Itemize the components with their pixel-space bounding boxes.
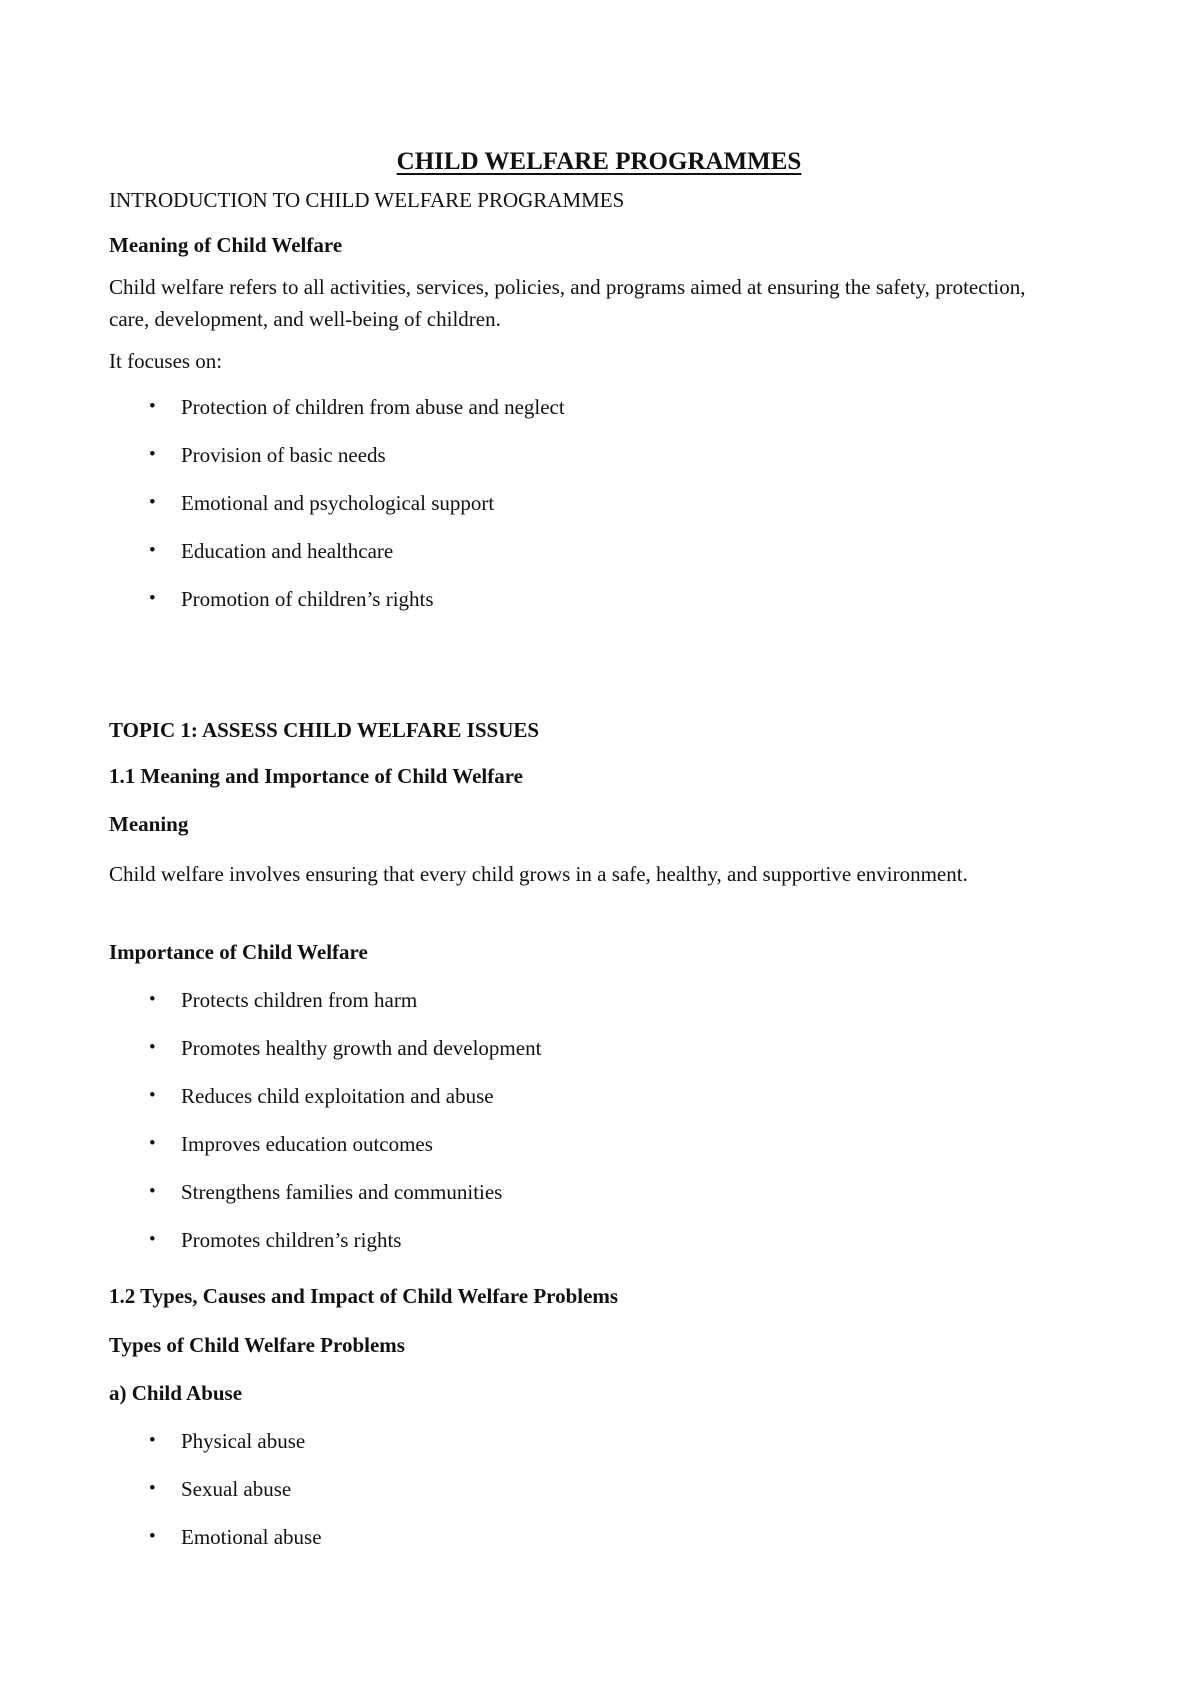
bullet-icon: • — [149, 396, 156, 417]
document-title: CHILD WELFARE PROGRAMMES — [396, 148, 802, 175]
section-1-1-heading: 1.1 Meaning and Importance of Child Welfare — [109, 764, 523, 788]
bullet-icon: • — [149, 1037, 156, 1058]
list-item-text: Education and healthcare — [181, 539, 394, 563]
list-item-text: Promotion of children’s rights — [181, 587, 434, 611]
list-item-text: Physical abuse — [181, 1429, 306, 1453]
types-heading: Types of Child Welfare Problems — [109, 1333, 405, 1357]
list-item-text: Sexual abuse — [181, 1477, 292, 1501]
meaning-paragraph: Child welfare refers to all activities, services, policies, and programs aimed at ensuring the safety, protection, care, development, and well-being of children. — [109, 275, 1026, 331]
list-item-text: Protection of children from abuse and neglect — [181, 395, 565, 419]
section-1-2-heading: 1.2 Types, Causes and Impact of Child Welfare Problems — [109, 1284, 619, 1308]
bullet-icon: • — [149, 1430, 156, 1451]
bullet-icon: • — [149, 1181, 156, 1202]
list-item-text: Emotional abuse — [181, 1525, 322, 1549]
focus-intro: It focuses on: — [109, 349, 223, 373]
bullet-icon: • — [149, 588, 156, 609]
meaning-of-child-welfare-heading: Meaning of Child Welfare — [109, 233, 343, 257]
bullet-icon: • — [149, 1478, 156, 1499]
list-item-text: Emotional and psychological support — [181, 491, 495, 515]
meaning-1-1-paragraph: Child welfare involves ensuring that every child grows in a safe, healthy, and supportive environment. — [109, 862, 968, 886]
list-item-text: Reduces child exploitation and abuse — [181, 1084, 494, 1108]
bullet-icon: • — [149, 1229, 156, 1250]
meaning-subheading: Meaning — [109, 812, 189, 836]
list-item-text: Promotes children’s rights — [181, 1228, 402, 1252]
bullet-icon: • — [149, 444, 156, 465]
list-item-text: Provision of basic needs — [181, 443, 386, 467]
child-abuse-heading: a) Child Abuse — [109, 1381, 243, 1405]
list-item-text: Promotes healthy growth and development — [181, 1036, 542, 1060]
intro-heading: INTRODUCTION TO CHILD WELFARE PROGRAMMES — [109, 188, 625, 212]
list-item-text: Strengthens families and communities — [181, 1180, 503, 1204]
bullet-icon: • — [149, 540, 156, 561]
bullet-icon: • — [149, 989, 156, 1010]
bullet-icon: • — [149, 1133, 156, 1154]
bullet-icon: • — [149, 1526, 156, 1547]
topic-1-heading: TOPIC 1: ASSESS CHILD WELFARE ISSUES — [109, 718, 540, 742]
list-item-text: Improves education outcomes — [181, 1132, 433, 1156]
importance-heading: Importance of Child Welfare — [109, 940, 368, 964]
bullet-icon: • — [149, 492, 156, 513]
bullet-icon: • — [149, 1085, 156, 1106]
list-item-text: Protects children from harm — [181, 988, 418, 1012]
